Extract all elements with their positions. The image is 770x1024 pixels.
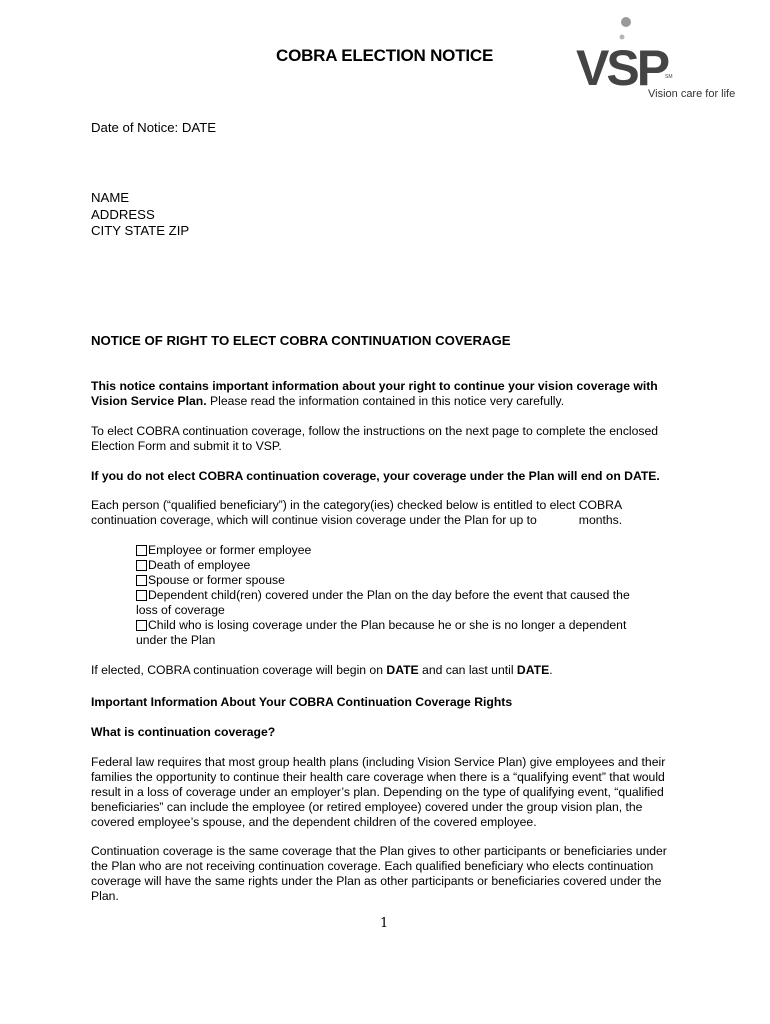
recipient-name: NAME	[91, 190, 130, 205]
intro-paragraph	[91, 379, 691, 409]
checkbox-label: Dependent child(ren) covered under the Plan on the day before the event that caused the loss of coverage	[136, 588, 630, 617]
document-title: COBRA ELECTION NOTICE	[276, 46, 494, 65]
end-date: DATE	[516, 663, 550, 677]
notice-date: Date of Notice: DATE	[91, 120, 217, 135]
checkbox-square[interactable]	[136, 545, 147, 556]
recipient-street: ADDRESS	[91, 206, 155, 222]
checkbox-child-losing[interactable]	[136, 618, 651, 648]
coverage-begin-line	[91, 663, 691, 678]
checkbox-dependent-child[interactable]	[136, 588, 636, 618]
vsp-logo-sm: SM	[665, 74, 673, 80]
eligibility-line1: Each person (“qualified beneficiary”) in the category(ies) checked below is entitled to elect COBRA	[91, 498, 623, 512]
begin-date: DATE	[386, 663, 419, 677]
checkbox-employee[interactable]	[136, 543, 676, 558]
months-label: months.	[578, 513, 623, 527]
beneficiary-checkbox-list	[136, 543, 676, 648]
checkbox-death[interactable]	[136, 558, 676, 573]
checkbox-label: Child who is losing coverage under the Plan because he or she is no longer a dependent under the Plan	[136, 618, 627, 647]
federal-law-paragraph: Federal law requires that most group health plans (including Vision Service Plan) give employees and their families the opportunity to continue their health care coverage when there is a “qualifying event” that would result in a loss of coverage under an employer’s plan. Depending on the type of qualifying event, “qualified beneficiaries” can include the employee (or retired employee) covered under the group vision plan, the covered employee’s spouse, and the dependent children of the covered employee.	[91, 755, 666, 829]
checkbox-spouse[interactable]	[136, 573, 676, 588]
eligibility-paragraph	[91, 498, 691, 528]
page-number: 1	[380, 916, 389, 931]
what-is-heading: What is continuation coverage?	[91, 725, 276, 739]
recipient-city: CITY STATE ZIP	[91, 223, 190, 238]
rights-heading: Important Information About Your COBRA Continuation Coverage Rights	[91, 695, 513, 709]
checkbox-label: Death of employee	[148, 558, 251, 572]
intro-rest: Please read the information contained in this notice very carefully.	[206, 394, 565, 408]
elect-instructions: To elect COBRA continuation coverage, follow the instructions on the next page to complete the enclosed Election Form and submit it to VSP.	[91, 424, 659, 453]
vsp-logo-wordmark: VSP	[576, 40, 668, 96]
continuation-paragraph: Continuation coverage is the same coverage that the Plan gives to other participants or beneficiaries under the Plan who are not receiving continuation coverage. Each qualified beneficiary who elects continuation coverage will have the same rights under the Plan as other participants or beneficiaries covered under the Plan.	[91, 844, 667, 903]
intro-bold: This notice contains important information about your right to continue your vision coverage with Vision Service Plan.	[91, 379, 658, 408]
vsp-logo	[570, 10, 740, 105]
section-heading: NOTICE OF RIGHT TO ELECT COBRA CONTINUATION COVERAGE	[91, 333, 511, 348]
eligibility-line2	[91, 513, 691, 528]
begin-text: If elected, COBRA continuation coverage will begin on	[91, 663, 387, 677]
recipient-address	[91, 190, 189, 240]
coverage-warning: If you do not elect COBRA continuation coverage, your coverage under the Plan will end on DATE.	[91, 469, 660, 483]
checkbox-square[interactable]	[136, 575, 147, 586]
vsp-tagline: Vision care for life	[648, 88, 736, 100]
checkbox-square[interactable]	[136, 620, 147, 631]
checkbox-square[interactable]	[136, 590, 147, 601]
begin-text-2: and can last until	[418, 663, 517, 677]
checkbox-label: Spouse or former spouse	[148, 573, 285, 587]
checkbox-square[interactable]	[136, 560, 147, 571]
begin-period: .	[549, 663, 553, 677]
checkbox-label: Employee or former employee	[148, 543, 312, 557]
eligibility-text: continuation coverage, which will continue vision coverage under the Plan for up to	[91, 513, 537, 527]
vsp-logo-graphic	[570, 10, 740, 105]
